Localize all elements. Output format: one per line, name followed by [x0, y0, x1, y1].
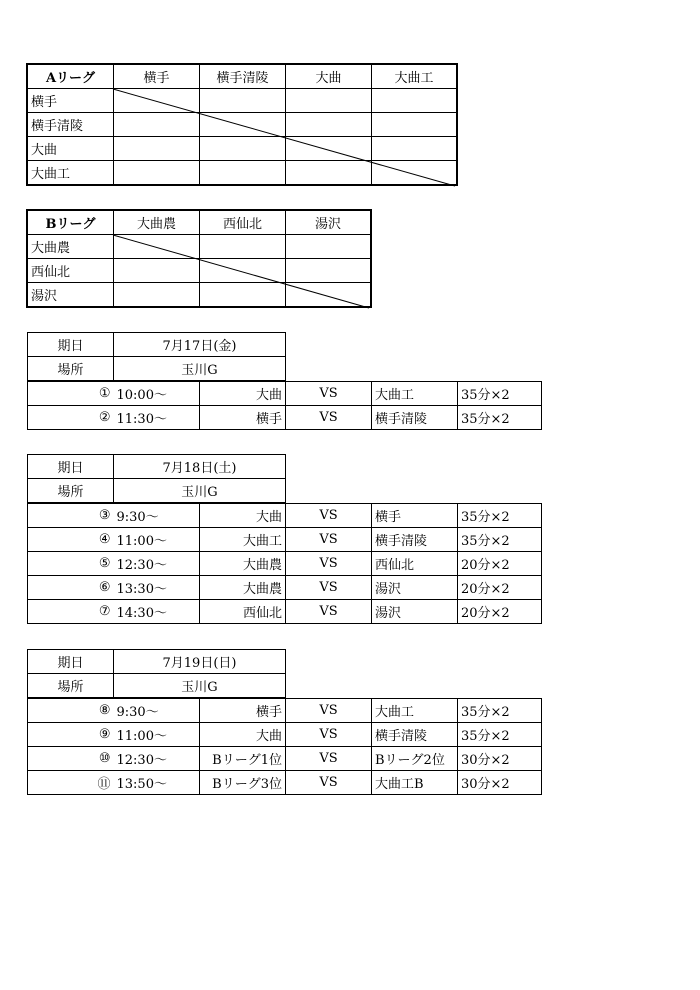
league-b-row-team: 湯沢	[28, 283, 114, 307]
match-time: 14:30～	[114, 600, 200, 624]
match-away-team: 横手	[372, 504, 458, 528]
result-cell	[200, 89, 286, 113]
match-number: ⑦	[28, 600, 114, 624]
venue-label: 場所	[28, 357, 114, 381]
match-time: 10:00～	[114, 382, 200, 406]
result-cell	[114, 161, 200, 185]
match-away-team: 横手清陵	[372, 406, 458, 430]
match-time: 9:30～	[114, 699, 200, 723]
match-duration: 30分×2	[458, 771, 542, 795]
day3-info-table	[27, 649, 286, 698]
match-row	[28, 552, 542, 576]
venue-label: 場所	[28, 674, 114, 698]
match-duration: 35分×2	[458, 699, 542, 723]
match-vs: VS	[286, 747, 372, 771]
league-a-table	[27, 64, 457, 185]
match-vs: VS	[286, 723, 372, 747]
result-cell	[200, 161, 286, 185]
match-number: ⑥	[28, 576, 114, 600]
match-away-team: 大曲工B	[372, 771, 458, 795]
match-vs: VS	[286, 699, 372, 723]
match-home-team: 大曲農	[200, 576, 286, 600]
match-duration: 20分×2	[458, 552, 542, 576]
result-cell	[114, 137, 200, 161]
league-b-col-team: 西仙北	[200, 211, 286, 235]
date-value: 7月18日(土)	[114, 455, 286, 479]
match-duration: 35分×2	[458, 723, 542, 747]
result-cell	[200, 113, 286, 137]
venue-value: 玉川G	[114, 479, 286, 503]
match-vs: VS	[286, 600, 372, 624]
result-cell	[372, 113, 457, 137]
match-time: 12:30～	[114, 552, 200, 576]
match-duration: 20分×2	[458, 576, 542, 600]
match-duration: 35分×2	[458, 528, 542, 552]
result-cell	[286, 113, 372, 137]
match-number: ①	[28, 382, 114, 406]
match-away-team: 湯沢	[372, 600, 458, 624]
match-row	[28, 699, 542, 723]
match-duration: 30分×2	[458, 747, 542, 771]
result-cell	[286, 89, 372, 113]
match-time: 11:30～	[114, 406, 200, 430]
venue-value: 玉川G	[114, 357, 286, 381]
league-b-header: Bリーグ	[28, 211, 114, 235]
match-vs: VS	[286, 771, 372, 795]
match-home-team: 大曲工	[200, 528, 286, 552]
match-duration: 20分×2	[458, 600, 542, 624]
league-a-col-team: 横手清陵	[200, 65, 286, 89]
match-row	[28, 747, 542, 771]
match-home-team: Bリーグ3位	[200, 771, 286, 795]
match-number: ⑧	[28, 699, 114, 723]
match-home-team: 大曲農	[200, 552, 286, 576]
match-away-team: 大曲工	[372, 699, 458, 723]
match-away-team: 横手清陵	[372, 528, 458, 552]
day3-match-table	[27, 698, 542, 795]
league-a-col-team: 大曲工	[372, 65, 457, 89]
match-number: ④	[28, 528, 114, 552]
match-number: ⑨	[28, 723, 114, 747]
date-value: 7月19日(日)	[114, 650, 286, 674]
match-number: ⑪	[28, 771, 114, 795]
result-cell	[286, 283, 371, 307]
match-time: 13:30～	[114, 576, 200, 600]
match-time: 9:30～	[114, 504, 200, 528]
match-number: ⑩	[28, 747, 114, 771]
match-row	[28, 600, 542, 624]
match-time: 13:50～	[114, 771, 200, 795]
venue-value: 玉川G	[114, 674, 286, 698]
result-cell	[200, 235, 286, 259]
result-cell	[286, 137, 372, 161]
match-time: 12:30～	[114, 747, 200, 771]
match-row	[28, 382, 542, 406]
match-vs: VS	[286, 576, 372, 600]
match-row	[28, 576, 542, 600]
date-value: 7月17日(金)	[114, 333, 286, 357]
match-vs: VS	[286, 504, 372, 528]
match-duration: 35分×2	[458, 382, 542, 406]
match-vs: VS	[286, 528, 372, 552]
match-vs: VS	[286, 382, 372, 406]
match-home-team: 西仙北	[200, 600, 286, 624]
match-home-team: 横手	[200, 699, 286, 723]
league-a-row-team: 大曲工	[28, 161, 114, 185]
match-home-team: 大曲	[200, 504, 286, 528]
match-number: ⑤	[28, 552, 114, 576]
match-away-team: Bリーグ2位	[372, 747, 458, 771]
match-duration: 35分×2	[458, 406, 542, 430]
result-cell	[372, 161, 457, 185]
match-home-team: 大曲	[200, 382, 286, 406]
match-row	[28, 504, 542, 528]
match-away-team: 大曲工	[372, 382, 458, 406]
day1-info-table	[27, 332, 286, 381]
day2-match-table	[27, 503, 542, 624]
match-vs: VS	[286, 552, 372, 576]
league-b-col-team: 大曲農	[114, 211, 200, 235]
league-a-col-team: 大曲	[286, 65, 372, 89]
match-duration: 35分×2	[458, 504, 542, 528]
result-cell	[372, 89, 457, 113]
date-label: 期日	[28, 650, 114, 674]
result-cell	[114, 113, 200, 137]
league-a-header: Aリーグ	[28, 65, 114, 89]
result-cell	[200, 259, 286, 283]
match-away-team: 横手清陵	[372, 723, 458, 747]
match-time: 11:00～	[114, 723, 200, 747]
date-label: 期日	[28, 333, 114, 357]
league-b-col-team: 湯沢	[286, 211, 371, 235]
match-away-team: 西仙北	[372, 552, 458, 576]
match-away-team: 湯沢	[372, 576, 458, 600]
league-b-row-team: 大曲農	[28, 235, 114, 259]
result-cell	[114, 235, 200, 259]
league-a-row-team: 横手	[28, 89, 114, 113]
match-home-team: 大曲	[200, 723, 286, 747]
league-a-row-team: 大曲	[28, 137, 114, 161]
match-home-team: 横手	[200, 406, 286, 430]
match-row	[28, 406, 542, 430]
result-cell	[114, 283, 200, 307]
result-cell	[372, 137, 457, 161]
result-cell	[200, 137, 286, 161]
result-cell	[286, 259, 371, 283]
result-cell	[114, 89, 200, 113]
league-b-table	[27, 210, 371, 307]
date-label: 期日	[28, 455, 114, 479]
match-number: ③	[28, 504, 114, 528]
match-time: 11:00～	[114, 528, 200, 552]
result-cell	[286, 161, 372, 185]
day1-match-table	[27, 381, 542, 430]
match-vs: VS	[286, 406, 372, 430]
result-cell	[114, 259, 200, 283]
match-row	[28, 771, 542, 795]
match-row	[28, 723, 542, 747]
match-number: ②	[28, 406, 114, 430]
result-cell	[286, 235, 371, 259]
league-a-col-team: 横手	[114, 65, 200, 89]
league-b-row-team: 西仙北	[28, 259, 114, 283]
venue-label: 場所	[28, 479, 114, 503]
league-a-row-team: 横手清陵	[28, 113, 114, 137]
day2-info-table	[27, 454, 286, 503]
match-row	[28, 528, 542, 552]
result-cell	[200, 283, 286, 307]
match-home-team: Bリーグ1位	[200, 747, 286, 771]
